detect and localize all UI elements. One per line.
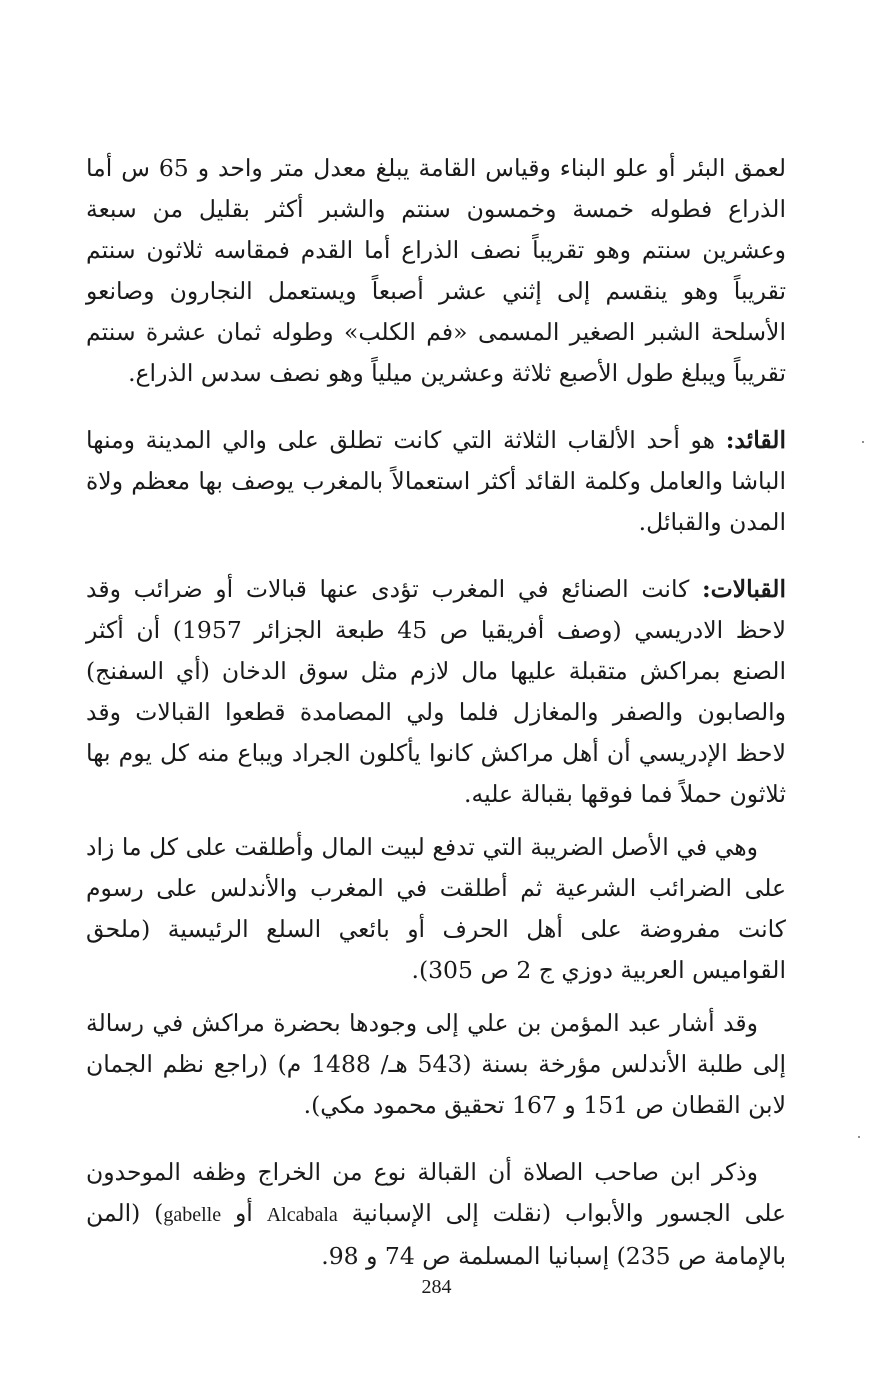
latin-term-gabelle: gabelle <box>163 1204 222 1226</box>
latin-term-alcabala: Alcabala <box>266 1204 338 1226</box>
paragraph-text-part: وذكر ابن صاحب الصلاة أن القبالة نوع من الخراج وظفه الموحدون على الجسور والأبواب (نقلت إلى الإسبانية <box>86 1158 786 1227</box>
paragraph-text-part: ) (المن بالإمامة ص 235) إسبانيا المسلمة ص 74 و 98. <box>86 1199 786 1270</box>
paragraph-text-part: أو <box>221 1199 267 1227</box>
page-number: 284 <box>421 1276 452 1298</box>
paragraph-measurements: لعمق البئر أو علو البناء وقياس القامة يبلغ معدل متر واحد و 65 س أما الذراع فطوله خمسة وخمسون سنتم والشبر أكثر بقليل من سبعة وعشرين سنتم وهو تقريباً نصف الذراع أما القدم فمقاسه ثلاثون سنتم تقريباً وهو ينقسم إلى إثني عشر أصبعاً ويستعمل النجارون وصانعو الأسلحة الشبر الصغير المسمى «فم الكلب» وطوله ثمان عشرة سنتم تقريباً ويبلغ طول الأصبع ثلاثة وعشرين ميلياً وهو نصف سدس الذراع. <box>86 154 786 387</box>
paragraph-qabalat <box>86 569 786 815</box>
paragraph-qaid <box>86 420 786 543</box>
page-body <box>86 148 786 1277</box>
term-qaid: القائد: <box>725 426 786 454</box>
margin-speck <box>862 441 864 443</box>
paragraph-abd-al-mumin: وقد أشار عبد المؤمن بن علي إلى وجودها بحضرة مراكش في رسالة إلى طلبة الأندلس مؤرخة بسنة (543 هـ/ 1488 م) (راجع نظم الجمان لابن القطان ص 151 و 167 تحقيق محمود مكي). <box>86 1009 787 1119</box>
paragraph-ibn-sahib-al-salat <box>86 1152 786 1277</box>
paragraph-tax-origin: وهي في الأصل الضريبة التي تدفع لبيت المال وأطلقت على كل ما زاد على الضرائب الشرعية ثم أطلقت في المغرب والأندلس على رسوم كانت مفروضة على أهل الحرف أو بائعي السلع الرئيسية (ملحق القواميس العربية دوزي ج 2 ص 305). <box>86 833 786 984</box>
definition-qaid: هو أحد الألقاب الثلاثة التي كانت تطلق على والي المدينة ومنها الباشا والعامل وكلمة القائد أكثر استعمالاً بالمغرب يوصف بها معظم ولاة المدن والقبائل. <box>86 426 786 536</box>
margin-speck <box>858 1136 860 1138</box>
definition-qabalat: كانت الصنائع في المغرب تؤدى عنها قبالات أو ضرائب وقد لاحظ الادريسي (وصف أفريقيا ص 45 طبعة الجزائر 1957) أن أكثر الصنع بمراكش متقبلة عليها مال لازم مثل سوق الدخان (أي السفنج) والصابون والصفر والمغازل فلما ولي المصامدة قطعوا القبالات وقد لاحظ الإدريسي أن أهل مراكش كانوا يأكلون الجراد ويباع منه كل يوم بها ثلاثون حملاً فما فوقها بقبالة عليه. <box>86 575 786 808</box>
term-qabalat: القبالات: <box>701 575 786 603</box>
